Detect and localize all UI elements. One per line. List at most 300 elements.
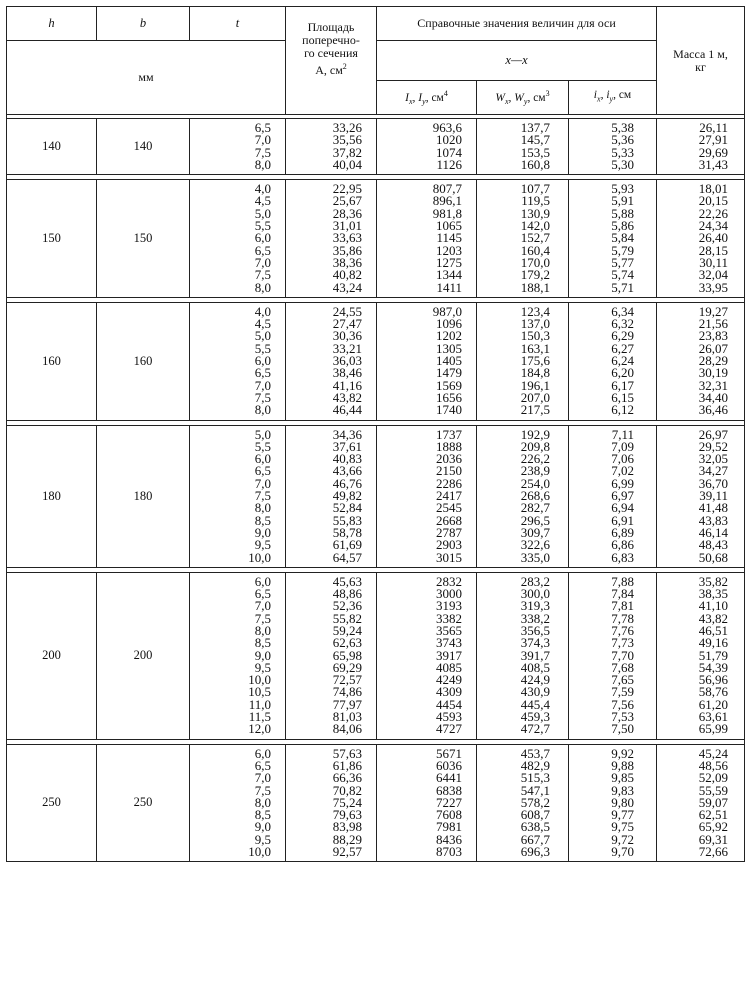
cell-list-A xyxy=(286,119,377,175)
cell-list-m xyxy=(657,180,745,298)
value-I: 2286 xyxy=(436,475,462,491)
value-m: 50,68 xyxy=(698,549,729,565)
header-area-line4 xyxy=(286,60,376,77)
value-I: 1305 xyxy=(436,340,462,356)
value-t: 11,5 xyxy=(248,709,271,725)
value-W: 374,3 xyxy=(520,635,550,651)
header-I-sup: 4 xyxy=(443,88,448,98)
value-A: 74,86 xyxy=(332,684,362,700)
value-m: 31,43 xyxy=(698,156,729,172)
value-i: 9,70 xyxy=(611,844,635,860)
value-m: 26,11 xyxy=(699,120,729,135)
value-A: 40,82 xyxy=(332,267,362,283)
value-W: 638,5 xyxy=(520,819,550,835)
value-I: 2545 xyxy=(436,500,462,516)
value-t: 5,0 xyxy=(254,426,271,442)
value-A: 30,36 xyxy=(332,328,362,344)
value-i: 7,50 xyxy=(611,721,635,737)
header-W-sub-y: y xyxy=(523,97,528,107)
value-W: 163,1 xyxy=(520,340,550,356)
value-m: 23,83 xyxy=(698,328,729,344)
value-t: 6,5 xyxy=(254,757,271,773)
value-i: 7,56 xyxy=(611,696,635,712)
value-I: 4249 xyxy=(436,672,462,688)
cell-list-A xyxy=(286,572,377,739)
value-A: 69,29 xyxy=(332,659,362,675)
value-W: 578,2 xyxy=(520,794,550,810)
cell-list-i xyxy=(569,302,657,420)
value-A: 61,86 xyxy=(332,757,362,773)
header-I-sub-x: x xyxy=(408,97,413,107)
value-m: 65,92 xyxy=(698,819,729,835)
value-i: 6,94 xyxy=(611,500,635,516)
value-i: 5,86 xyxy=(611,218,635,234)
value-A: 36,03 xyxy=(332,353,362,369)
value-m: 29,69 xyxy=(698,144,729,160)
header-t: t xyxy=(190,7,286,41)
value-I: 963,6 xyxy=(432,120,462,135)
value-t: 4,5 xyxy=(254,193,271,209)
value-t: 8,0 xyxy=(254,156,271,172)
value-A: 81,03 xyxy=(332,709,362,725)
header-h: h xyxy=(7,7,97,41)
cell-list-A xyxy=(286,425,377,567)
cell-list-A xyxy=(286,180,377,298)
value-W: 217,5 xyxy=(520,402,550,418)
value-I: 2668 xyxy=(436,512,462,528)
value-I: 3015 xyxy=(436,549,462,565)
value-I: 4309 xyxy=(436,684,462,700)
value-m: 30,11 xyxy=(699,254,729,270)
value-I: 3917 xyxy=(436,647,462,663)
value-m: 54,39 xyxy=(698,659,729,675)
value-W: 142,0 xyxy=(520,218,550,234)
value-A: 65,98 xyxy=(332,647,362,663)
reference-table xyxy=(6,6,745,862)
cell-list-W xyxy=(477,180,569,298)
value-W: 335,0 xyxy=(520,549,550,565)
value-m: 51,79 xyxy=(698,647,729,663)
value-i: 6,97 xyxy=(611,488,635,504)
value-I: 1065 xyxy=(436,218,462,234)
value-i: 7,70 xyxy=(611,647,635,663)
value-m: 24,34 xyxy=(698,218,729,234)
value-A: 34,36 xyxy=(332,426,362,442)
value-m: 26,97 xyxy=(698,426,729,442)
value-I: 2150 xyxy=(436,463,462,479)
value-t: 6,0 xyxy=(254,745,271,761)
value-W: 209,8 xyxy=(520,438,550,454)
value-i: 7,78 xyxy=(611,610,635,626)
value-I: 1740 xyxy=(436,402,462,418)
value-t: 10,0 xyxy=(248,549,271,565)
cell-h: 250 xyxy=(7,744,97,862)
value-A: 55,83 xyxy=(332,512,362,528)
cell-b: 200 xyxy=(97,572,190,739)
header-axis: x—x xyxy=(377,41,657,81)
value-A: 88,29 xyxy=(332,831,362,847)
value-t: 7,0 xyxy=(254,598,271,614)
value-W: 268,6 xyxy=(520,488,550,504)
value-A: 35,86 xyxy=(332,242,362,258)
value-W: 152,7 xyxy=(520,230,550,246)
value-W: 319,3 xyxy=(520,598,550,614)
value-I: 7227 xyxy=(436,794,462,810)
table-row xyxy=(7,119,745,175)
value-i: 7,84 xyxy=(611,586,635,602)
header-b: b xyxy=(97,7,190,41)
value-t: 9,5 xyxy=(254,537,271,553)
value-A: 43,66 xyxy=(332,463,362,479)
value-t: 6,0 xyxy=(254,573,271,589)
value-A: 58,78 xyxy=(332,524,362,540)
value-t: 5,5 xyxy=(254,438,271,454)
header-I-sep: , I xyxy=(412,91,423,104)
value-W: 160,8 xyxy=(520,156,550,172)
value-I: 3565 xyxy=(436,622,462,638)
value-W: 459,3 xyxy=(520,709,550,725)
value-i: 7,59 xyxy=(611,684,635,700)
value-i: 5,71 xyxy=(611,279,635,295)
cell-list-i xyxy=(569,180,657,298)
value-m: 19,27 xyxy=(698,303,729,319)
value-m: 46,51 xyxy=(698,622,729,638)
value-t: 6,5 xyxy=(254,586,271,602)
value-I: 3000 xyxy=(436,586,462,602)
value-W: 445,4 xyxy=(520,696,550,712)
value-i: 5,36 xyxy=(611,132,635,148)
cell-list-W xyxy=(477,744,569,862)
value-t: 7,0 xyxy=(254,132,271,148)
value-I: 7608 xyxy=(436,807,462,823)
value-i: 5,88 xyxy=(611,205,635,221)
value-I: 2903 xyxy=(436,537,462,553)
value-A: 57,63 xyxy=(332,745,362,761)
value-t: 4,0 xyxy=(254,181,271,197)
header-area-line1: Площадь xyxy=(307,20,355,34)
value-W: 283,2 xyxy=(520,573,550,589)
value-A: 92,57 xyxy=(332,844,362,860)
cell-h: 150 xyxy=(7,180,97,298)
value-I: 2832 xyxy=(436,573,462,589)
value-i: 6,29 xyxy=(611,328,635,344)
value-i: 7,76 xyxy=(611,622,635,638)
value-A: 22,95 xyxy=(332,181,362,197)
value-m: 34,27 xyxy=(698,463,729,479)
value-A: 43,24 xyxy=(332,279,362,295)
header-W-sub-x: x xyxy=(504,97,509,107)
value-i: 7,73 xyxy=(611,635,635,651)
value-W: 408,5 xyxy=(520,659,550,675)
value-m: 33,95 xyxy=(698,279,729,295)
value-W: 184,8 xyxy=(520,365,550,381)
value-i: 9,92 xyxy=(611,745,635,761)
value-W: 119,5 xyxy=(521,193,550,209)
value-i: 5,33 xyxy=(611,144,635,160)
cell-list-i xyxy=(569,425,657,567)
header-mass-line1: Масса 1 м, xyxy=(673,46,728,61)
table-body xyxy=(7,119,745,862)
value-A: 66,36 xyxy=(332,770,362,786)
value-A: 37,82 xyxy=(332,144,362,160)
value-t: 7,0 xyxy=(254,254,271,270)
cell-list-t xyxy=(190,180,286,298)
value-i: 7,53 xyxy=(611,709,635,725)
value-A: 72,57 xyxy=(332,672,362,688)
value-m: 45,24 xyxy=(698,745,729,761)
cell-list-W xyxy=(477,302,569,420)
value-I: 3743 xyxy=(436,635,462,651)
table-row xyxy=(7,425,745,567)
value-m: 56,96 xyxy=(698,672,729,688)
cell-list-i xyxy=(569,119,657,175)
value-t: 6,5 xyxy=(254,120,271,135)
value-i: 7,88 xyxy=(611,573,635,589)
value-A: 33,21 xyxy=(332,340,362,356)
value-A: 61,69 xyxy=(332,537,362,553)
value-t: 9,0 xyxy=(254,524,271,540)
cell-list-I xyxy=(377,425,477,567)
value-t: 6,5 xyxy=(254,463,271,479)
value-i: 9,80 xyxy=(611,794,635,810)
value-A: 45,63 xyxy=(332,573,362,589)
value-t: 8,5 xyxy=(254,512,271,528)
value-m: 38,35 xyxy=(698,586,729,602)
value-W: 430,9 xyxy=(520,684,550,700)
value-t: 5,0 xyxy=(254,328,271,344)
value-i: 6,89 xyxy=(611,524,635,540)
value-t: 7,5 xyxy=(254,389,271,405)
value-W: 322,6 xyxy=(520,537,550,553)
value-t: 7,5 xyxy=(254,144,271,160)
value-I: 6838 xyxy=(436,782,462,798)
value-m: 34,40 xyxy=(698,389,729,405)
header-area xyxy=(286,7,377,115)
value-W: 130,9 xyxy=(520,205,550,221)
value-A: 46,44 xyxy=(332,402,362,418)
cell-b: 250 xyxy=(97,744,190,862)
value-A: 40,04 xyxy=(332,156,362,172)
value-m: 26,40 xyxy=(698,230,729,246)
value-t: 7,0 xyxy=(254,475,271,491)
value-m: 52,09 xyxy=(698,770,729,786)
value-t: 7,5 xyxy=(254,488,271,504)
value-W: 424,9 xyxy=(520,672,550,688)
value-i: 7,68 xyxy=(611,659,635,675)
value-A: 33,63 xyxy=(332,230,362,246)
value-t: 6,0 xyxy=(254,353,271,369)
value-i: 9,77 xyxy=(611,807,635,823)
value-A: 79,63 xyxy=(332,807,362,823)
value-W: 296,5 xyxy=(520,512,550,528)
value-m: 43,83 xyxy=(698,512,729,528)
value-W: 300,0 xyxy=(520,586,550,602)
value-A: 28,36 xyxy=(332,205,362,221)
value-A: 46,76 xyxy=(332,475,362,491)
value-i: 5,79 xyxy=(611,242,635,258)
value-i: 5,38 xyxy=(611,120,635,135)
value-i: 6,86 xyxy=(611,537,635,553)
value-I: 1411 xyxy=(436,279,462,295)
value-A: 64,57 xyxy=(332,549,362,565)
value-I: 6441 xyxy=(436,770,462,786)
value-A: 84,06 xyxy=(332,721,362,737)
value-A: 59,24 xyxy=(332,622,362,638)
table-row xyxy=(7,180,745,298)
value-A: 83,98 xyxy=(332,819,362,835)
value-i: 9,75 xyxy=(611,819,635,835)
value-I: 3382 xyxy=(436,610,462,626)
value-m: 29,52 xyxy=(698,438,729,454)
cell-h: 180 xyxy=(7,425,97,567)
value-W: 196,1 xyxy=(520,377,550,393)
value-m: 43,82 xyxy=(698,610,729,626)
cell-list-m xyxy=(657,302,745,420)
header-W-sep: , W xyxy=(508,91,524,104)
table-row xyxy=(7,302,745,420)
value-W: 309,7 xyxy=(520,524,550,540)
cell-b: 150 xyxy=(97,180,190,298)
header-i-unit: , см xyxy=(613,89,632,102)
value-i: 6,83 xyxy=(611,549,635,565)
cell-list-m xyxy=(657,119,745,175)
value-A: 55,82 xyxy=(332,610,362,626)
value-t: 8,0 xyxy=(254,622,271,638)
value-t: 8,0 xyxy=(254,279,271,295)
value-A: 77,97 xyxy=(332,696,362,712)
value-i: 6,32 xyxy=(611,316,635,332)
value-I: 807,7 xyxy=(432,181,462,197)
value-i: 5,93 xyxy=(611,181,635,197)
cell-h: 200 xyxy=(7,572,97,739)
value-i: 7,06 xyxy=(611,451,635,467)
value-W: 192,9 xyxy=(520,426,550,442)
value-W: 160,4 xyxy=(520,242,550,258)
value-i: 5,84 xyxy=(611,230,635,246)
value-m: 28,29 xyxy=(698,353,729,369)
value-I: 1479 xyxy=(436,365,462,381)
value-m: 49,16 xyxy=(698,635,729,651)
value-i: 7,81 xyxy=(611,598,635,614)
cell-list-I xyxy=(377,180,477,298)
cell-list-i xyxy=(569,744,657,862)
value-i: 6,99 xyxy=(611,475,635,491)
value-m: 22,26 xyxy=(698,205,729,221)
value-i: 5,74 xyxy=(611,267,635,283)
value-t: 5,0 xyxy=(254,205,271,221)
value-t: 8,5 xyxy=(254,635,271,651)
value-I: 1126 xyxy=(436,156,462,172)
value-i: 5,91 xyxy=(611,193,635,209)
value-m: 59,07 xyxy=(698,794,729,810)
header-I-unit: , см xyxy=(425,91,444,104)
value-m: 41,10 xyxy=(698,598,729,614)
cell-list-A xyxy=(286,302,377,420)
header-area-symbol: A, см xyxy=(315,63,343,77)
value-W: 137,7 xyxy=(520,120,550,135)
value-A: 38,46 xyxy=(332,365,362,381)
value-A: 75,24 xyxy=(332,794,362,810)
value-A: 37,61 xyxy=(332,438,362,454)
value-t: 6,0 xyxy=(254,451,271,467)
header-I-symbol: I xyxy=(405,91,409,104)
value-I: 1203 xyxy=(436,242,462,258)
value-I: 4454 xyxy=(436,696,462,712)
value-t: 9,0 xyxy=(254,647,271,663)
value-I: 4085 xyxy=(436,659,462,675)
value-i: 5,77 xyxy=(611,254,635,270)
value-W: 153,5 xyxy=(520,144,550,160)
value-W: 515,3 xyxy=(520,770,550,786)
value-I: 1275 xyxy=(436,254,462,270)
cell-list-m xyxy=(657,572,745,739)
value-I: 8436 xyxy=(436,831,462,847)
value-t: 7,0 xyxy=(254,770,271,786)
value-m: 21,56 xyxy=(698,316,729,332)
value-i: 9,88 xyxy=(611,757,635,773)
value-i: 6,12 xyxy=(611,402,635,418)
cell-h: 140 xyxy=(7,119,97,175)
value-m: 32,04 xyxy=(698,267,729,283)
value-W: 282,7 xyxy=(520,500,550,516)
value-I: 4593 xyxy=(436,709,462,725)
value-I: 7981 xyxy=(436,819,462,835)
cell-list-t xyxy=(190,425,286,567)
header-mass xyxy=(657,7,745,115)
value-W: 254,0 xyxy=(520,475,550,491)
value-I: 1405 xyxy=(436,353,462,369)
cell-list-t xyxy=(190,744,286,862)
cell-list-W xyxy=(477,119,569,175)
value-A: 27,47 xyxy=(332,316,362,332)
value-i: 6,91 xyxy=(611,512,635,528)
value-I: 896,1 xyxy=(432,193,462,209)
value-A: 40,83 xyxy=(332,451,362,467)
value-t: 6,0 xyxy=(254,230,271,246)
cell-list-I xyxy=(377,572,477,739)
value-A: 38,36 xyxy=(332,254,362,270)
header-mass-line2: кг xyxy=(695,59,706,74)
cell-list-m xyxy=(657,425,745,567)
value-W: 608,7 xyxy=(520,807,550,823)
value-i: 6,17 xyxy=(611,377,635,393)
cell-list-W xyxy=(477,425,569,567)
header-W-sup: 3 xyxy=(545,88,550,98)
value-I: 1888 xyxy=(436,438,462,454)
value-m: 27,91 xyxy=(698,132,729,148)
value-t: 6,5 xyxy=(254,365,271,381)
value-i: 6,15 xyxy=(611,389,635,405)
value-A: 52,84 xyxy=(332,500,362,516)
value-I: 1145 xyxy=(436,230,462,246)
value-I: 2787 xyxy=(436,524,462,540)
value-m: 30,19 xyxy=(698,365,729,381)
value-I: 981,8 xyxy=(432,205,462,221)
value-i: 9,72 xyxy=(611,831,635,847)
value-I: 1096 xyxy=(436,316,462,332)
value-i: 9,85 xyxy=(611,770,635,786)
value-I: 4727 xyxy=(436,721,462,737)
header-W xyxy=(477,81,569,115)
value-I: 1020 xyxy=(436,132,462,148)
value-m: 36,46 xyxy=(698,402,729,418)
value-m: 28,15 xyxy=(698,242,729,258)
value-I: 3193 xyxy=(436,598,462,614)
cell-list-A xyxy=(286,744,377,862)
value-t: 9,5 xyxy=(254,831,271,847)
value-t: 9,0 xyxy=(254,819,271,835)
value-m: 18,01 xyxy=(698,181,729,197)
